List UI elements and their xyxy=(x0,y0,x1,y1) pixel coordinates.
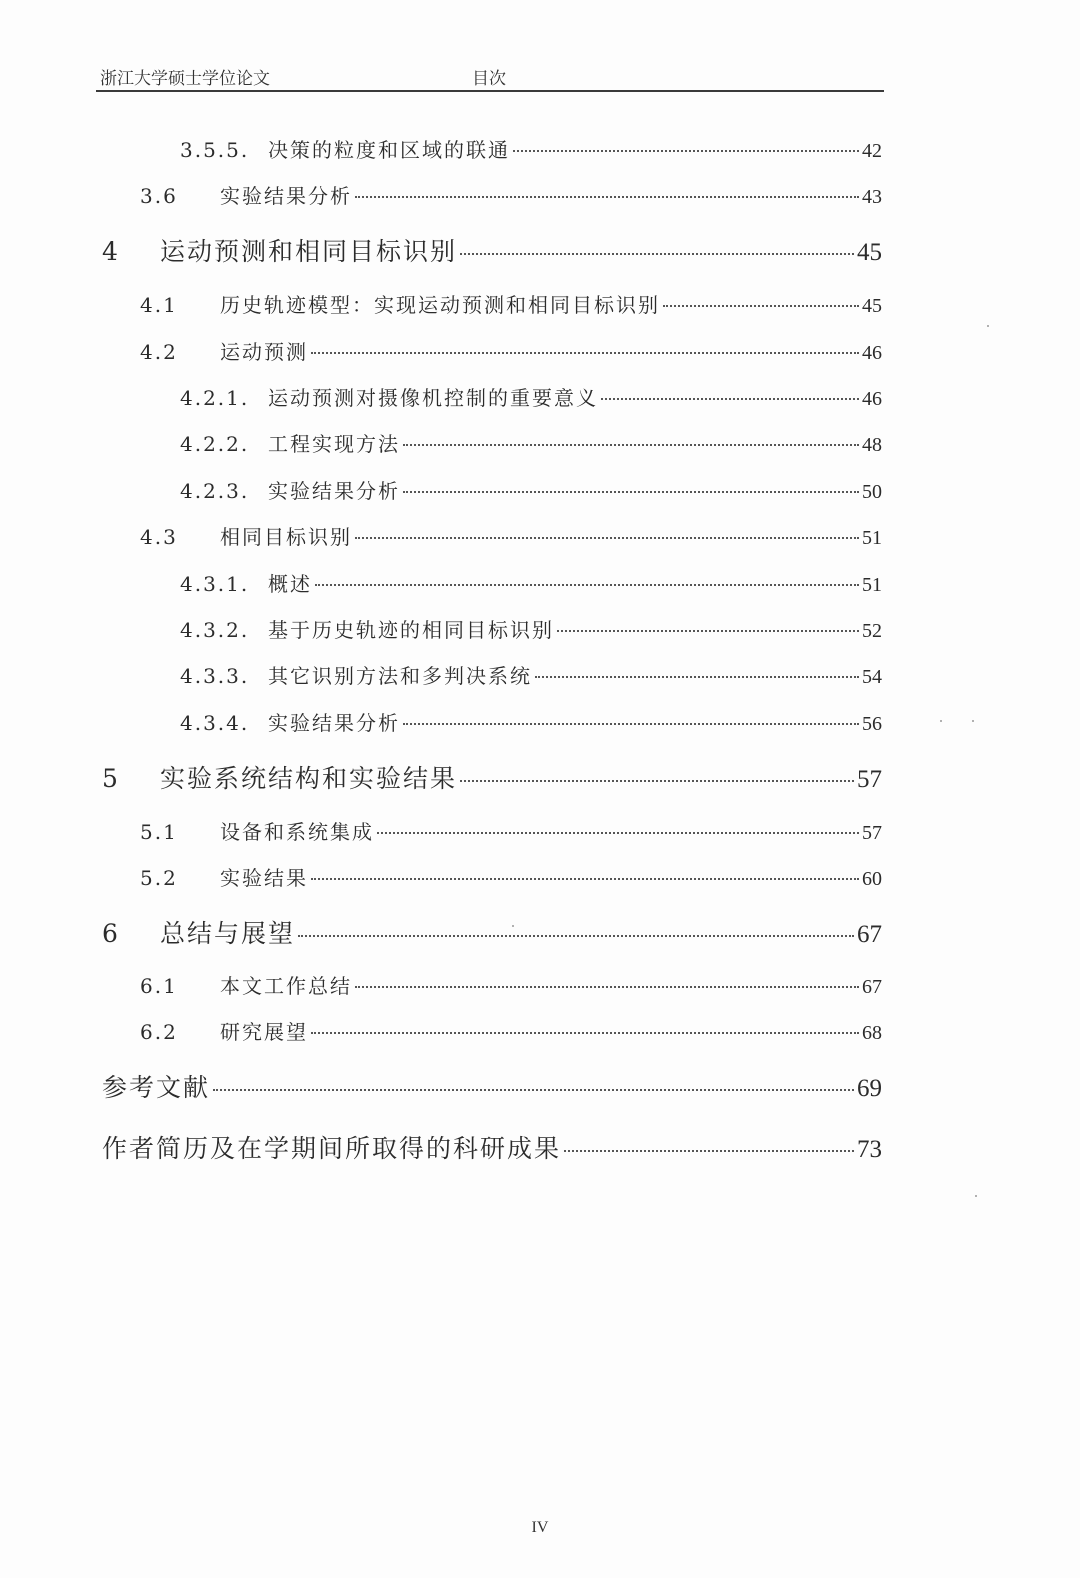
toc-entry-number: 4.2.2. xyxy=(180,432,250,456)
toc-entry-number: 5.2 xyxy=(140,866,178,890)
toc-entry-title: 研究展望 xyxy=(220,1020,308,1044)
toc-entry xyxy=(180,428,882,457)
toc-entry-number: 4.3.3. xyxy=(180,664,250,688)
toc-entry xyxy=(180,614,882,643)
toc-entry-title: 运动预测 xyxy=(220,340,308,364)
toc-entry-number: 4.1 xyxy=(140,293,178,317)
toc-entry xyxy=(180,475,882,504)
toc-entry-title: 运动预测和相同目标识别 xyxy=(160,237,458,266)
dot-leader xyxy=(213,1089,854,1091)
toc-entry-number: 4 xyxy=(102,237,120,266)
toc-entry-title: 实验结果分析 xyxy=(268,479,400,503)
toc-entry-number: 3.5.5. xyxy=(180,138,250,162)
toc-entry-number: 6 xyxy=(102,919,120,948)
toc-entry-title: 实验结果 xyxy=(220,866,308,890)
toc-entry-number: 6.1 xyxy=(140,974,178,998)
toc-entry xyxy=(140,816,882,845)
toc-entry xyxy=(140,289,882,318)
toc-entry xyxy=(140,521,882,550)
toc-entry xyxy=(102,759,882,795)
toc-entry xyxy=(180,568,882,597)
toc-entry-page: 57 xyxy=(862,822,882,844)
scan-speck xyxy=(512,925,514,927)
dot-leader xyxy=(377,832,859,834)
toc-entry-title: 基于历史轨迹的相同目标识别 xyxy=(268,618,554,642)
scan-speck xyxy=(940,720,942,722)
toc-entry-page: 46 xyxy=(862,342,882,364)
dot-leader xyxy=(535,676,859,678)
toc-entry xyxy=(102,914,882,950)
toc-entry-page: 67 xyxy=(862,976,882,998)
dot-leader xyxy=(403,444,859,446)
toc-entry-number: 6.2 xyxy=(140,1020,178,1044)
toc-entry-number: 4.3 xyxy=(140,525,178,549)
toc-entry xyxy=(140,862,882,891)
toc-entry-title: 设备和系统集成 xyxy=(220,820,374,844)
toc-entry-title: 决策的粒度和区域的联通 xyxy=(268,138,510,162)
toc-entry-page: 52 xyxy=(862,620,882,642)
dot-leader xyxy=(311,878,859,880)
toc-entry xyxy=(140,336,882,365)
toc-entry-number: 4.3.4. xyxy=(180,711,250,735)
toc-entry-page: 69 xyxy=(857,1075,882,1102)
toc-entry-page: 51 xyxy=(862,527,882,549)
dot-leader xyxy=(298,935,854,937)
dot-leader xyxy=(315,584,859,586)
toc-entry xyxy=(180,660,882,689)
running-header xyxy=(98,62,884,90)
toc-entry xyxy=(180,134,882,163)
toc-entry-page: 50 xyxy=(862,481,882,503)
toc-entry-title: 运动预测对摄像机控制的重要意义 xyxy=(268,386,598,410)
toc-entry-number: 4.2.3. xyxy=(180,479,250,503)
toc-entry-author-resume xyxy=(102,1129,882,1165)
scan-speck xyxy=(972,720,974,722)
toc-entry-title: 参考文献 xyxy=(102,1073,211,1102)
scan-speck xyxy=(975,1195,977,1197)
dot-leader xyxy=(403,723,859,725)
toc-entry xyxy=(102,232,882,268)
toc-entry-number: 4.2.1. xyxy=(180,386,250,410)
toc-entry-number: 3.6 xyxy=(140,184,178,208)
dot-leader xyxy=(513,150,859,152)
dot-leader xyxy=(460,253,854,255)
dot-leader xyxy=(355,986,859,988)
toc-entry-page: 54 xyxy=(862,666,882,688)
toc-entry-title: 概述 xyxy=(268,572,312,596)
dot-leader xyxy=(311,1032,859,1034)
toc-entry-page: 73 xyxy=(857,1136,882,1163)
toc-entry-page: 42 xyxy=(862,140,882,162)
dot-leader xyxy=(355,196,859,198)
toc-entry xyxy=(180,382,882,411)
toc-entry-title: 总结与展望 xyxy=(160,919,296,948)
toc-entry-number: 4.3.1. xyxy=(180,572,250,596)
dot-leader xyxy=(557,630,859,632)
toc-entry-page: 43 xyxy=(862,186,882,208)
dot-leader xyxy=(663,305,859,307)
dot-leader xyxy=(564,1150,854,1152)
toc-entry-page: 45 xyxy=(862,295,882,317)
dot-leader xyxy=(355,537,859,539)
toc-entry-page: 51 xyxy=(862,574,882,596)
toc-entry-page: 60 xyxy=(862,868,882,890)
toc-entry-number: 5.1 xyxy=(140,820,178,844)
toc-entry-title: 相同目标识别 xyxy=(220,525,352,549)
page-footer xyxy=(0,1519,1080,1537)
toc-entry xyxy=(140,970,882,999)
toc-entry-title: 实验结果分析 xyxy=(268,711,400,735)
toc-entry-title: 实验结果分析 xyxy=(220,184,352,208)
header-rule xyxy=(96,90,884,92)
toc-entry-title: 其它识别方法和多判决系统 xyxy=(268,664,532,688)
toc-entry xyxy=(140,180,882,209)
toc-entry-title: 历史轨迹模型：实现运动预测和相同目标识别 xyxy=(220,293,660,317)
toc-entry-page: 45 xyxy=(857,239,882,266)
toc-entry-page: 46 xyxy=(862,388,882,410)
toc-entry-title: 实验系统结构和实验结果 xyxy=(160,764,458,793)
thesis-title-header: 浙江大学硕士学位论文 xyxy=(100,69,270,89)
section-header: 目次 xyxy=(472,69,506,89)
toc-entry-title: 作者简历及在学期间所取得的科研成果 xyxy=(102,1134,562,1163)
scan-speck xyxy=(987,325,989,327)
toc-entry-number: 5 xyxy=(102,764,120,793)
dot-leader xyxy=(311,352,859,354)
dot-leader xyxy=(601,398,859,400)
toc-entry-page: 67 xyxy=(857,921,882,948)
dot-leader xyxy=(403,491,859,493)
toc-entry-number: 4.2 xyxy=(140,340,178,364)
toc-entry-title: 工程实现方法 xyxy=(268,432,400,456)
dot-leader xyxy=(460,780,854,782)
toc-entry-page: 56 xyxy=(862,713,882,735)
toc-entry-title: 本文工作总结 xyxy=(220,974,352,998)
toc-entry xyxy=(180,707,882,736)
toc-entry-page: 68 xyxy=(862,1022,882,1044)
toc-entry-number: 4.3.2. xyxy=(180,618,250,642)
toc-entry-page: 48 xyxy=(862,434,882,456)
toc-entry-references xyxy=(102,1068,882,1104)
page-number: IV xyxy=(531,1519,549,1536)
toc-entry-page: 57 xyxy=(857,766,882,793)
toc-entry xyxy=(140,1016,882,1045)
